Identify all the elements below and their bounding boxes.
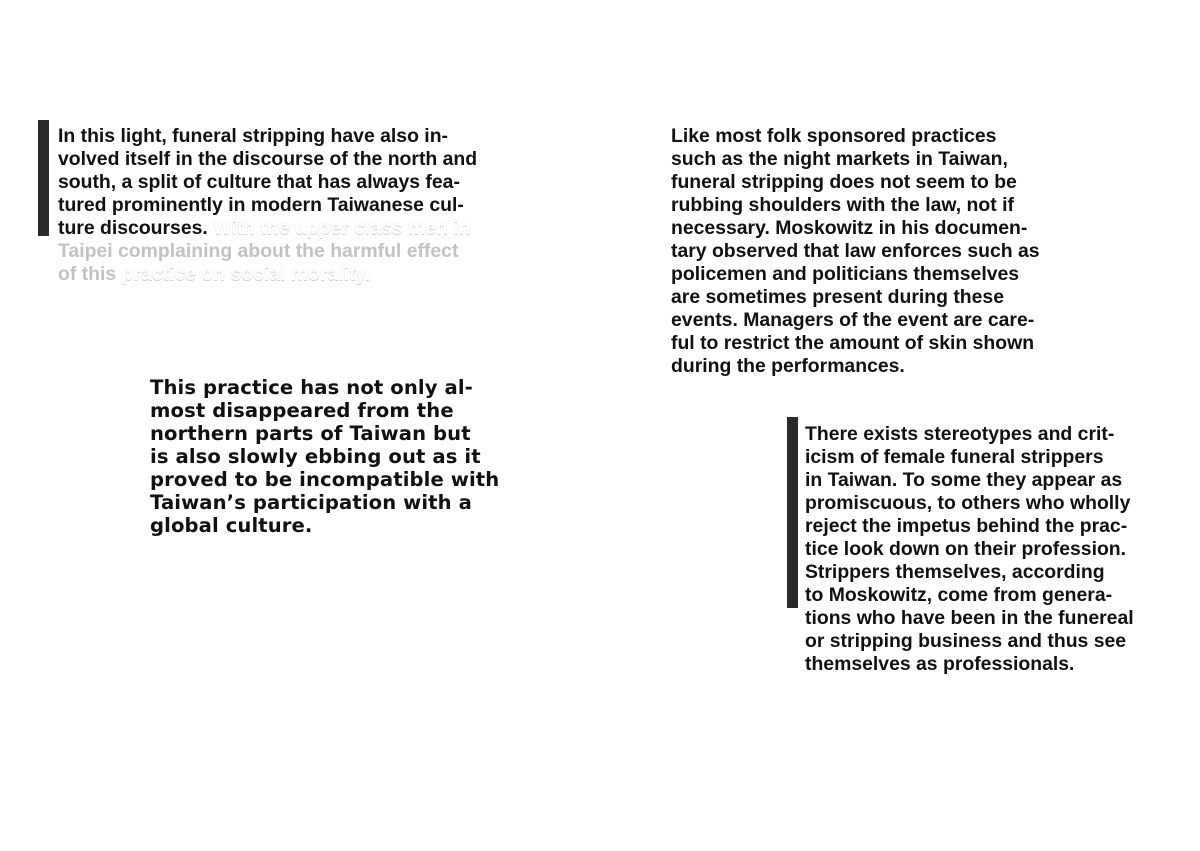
text-line: themselves as professionals. xyxy=(805,653,1075,675)
text-line: Like most folk sponsored practices xyxy=(671,125,997,147)
text-line: There exists stereotypes and crit- xyxy=(805,423,1115,445)
text-line: volved itself in the discourse of the north and xyxy=(58,148,478,170)
text-line: to Moskowitz, come from genera- xyxy=(805,584,1113,606)
text-line: rubbing shoulders with the law, not if xyxy=(671,194,1014,216)
text-line: or stripping business and thus see xyxy=(805,630,1127,652)
text-line: tary observed that law enforces such as xyxy=(671,240,1040,262)
text-segment: ture discourses. xyxy=(58,217,208,239)
text-line: ful to restrict the amount of skin shown xyxy=(671,332,1035,354)
paragraph-top-right xyxy=(671,125,1040,378)
text-line: Strippers themselves, according xyxy=(805,561,1105,583)
faded-text-line xyxy=(58,263,477,286)
text-line: is also slowly ebbing out as it xyxy=(150,445,481,468)
text-line: during the performances. xyxy=(671,355,905,377)
text-line: northern parts of Taiwan but xyxy=(150,422,471,445)
text-line: funeral stripping does not seem to be xyxy=(671,171,1017,193)
text-line: icism of female funeral strippers xyxy=(805,446,1104,468)
paragraph-bottom-right xyxy=(805,423,1134,676)
text-line: such as the night markets in Taiwan, xyxy=(671,148,1008,170)
paragraph-top-left xyxy=(58,125,477,286)
text-line: events. Managers of the event are care- xyxy=(671,309,1035,331)
text-line: tice look down on their profession. xyxy=(805,538,1127,560)
text-line: promiscuous, to others who wholly xyxy=(805,492,1131,514)
text-line: most disappeared from the xyxy=(150,399,454,422)
text-line: tured prominently in modern Taiwanese cul- xyxy=(58,194,464,216)
text-line: south, a split of culture that has always fea- xyxy=(58,171,460,193)
faded-text-line: Taipei complaining about the harmful effect xyxy=(58,240,459,262)
text-segment: of this xyxy=(58,263,122,285)
text-line: global culture. xyxy=(150,514,313,537)
text-line: are sometimes present during these xyxy=(671,286,1004,308)
text-line: necessary. Moskowitz in his documen- xyxy=(671,217,1028,239)
text-line: policemen and politicians themselves xyxy=(671,263,1020,285)
text-line: tions who have been in the funereal xyxy=(805,607,1134,629)
text-line: Taiwan’s participation with a xyxy=(150,491,472,514)
text-line: This practice has not only al- xyxy=(150,376,473,399)
text-line xyxy=(58,217,477,240)
text-line: reject the impetus behind the prac- xyxy=(805,515,1128,537)
text-line: In this light, funeral stripping have also in- xyxy=(58,125,448,147)
text-line: in Taiwan. To some they appear as xyxy=(805,469,1123,491)
accent-bar-top-left xyxy=(38,120,49,236)
accent-bar-bottom-right xyxy=(787,417,798,608)
text-line: proved to be incompatible with xyxy=(150,468,500,491)
pull-quote-mid-left xyxy=(150,376,499,537)
faded-text-segment: practice on social morality. xyxy=(121,263,371,285)
faded-text-segment: With the upper class men in xyxy=(207,217,471,239)
